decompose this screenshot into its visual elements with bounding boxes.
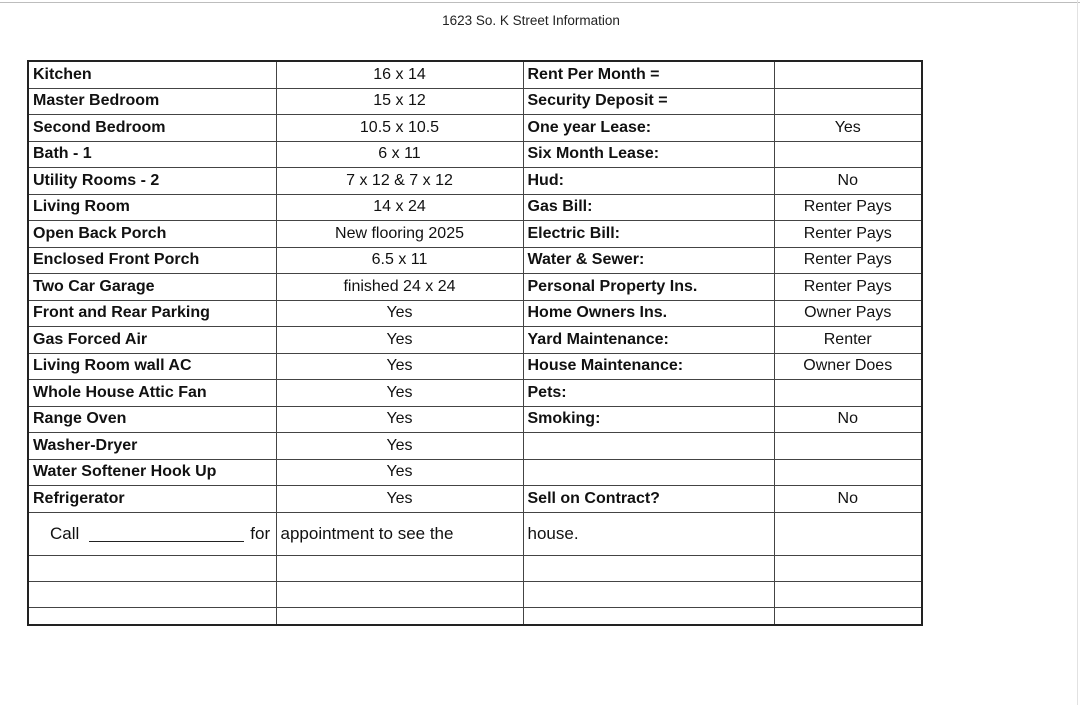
feature-label: Two Car Garage [28,274,276,301]
blank-cell [523,607,774,625]
call-text: Call [50,523,80,543]
table-row [28,327,922,354]
term-label [523,433,774,460]
feature-value: finished 24 x 24 [276,274,523,301]
for-text: for [250,523,271,543]
term-label: Gas Bill: [523,194,774,221]
table-row [28,168,922,195]
blank-row [28,581,922,607]
call-row [28,512,922,555]
term-label: One year Lease: [523,115,774,142]
table-row [28,88,922,115]
table-row [28,353,922,380]
feature-value: Yes [276,406,523,433]
term-label: House Maintenance: [523,353,774,380]
feature-label: Water Softener Hook Up [28,459,276,486]
table-row [28,61,922,88]
call-row-empty-cell [774,512,922,555]
table-row [28,194,922,221]
feature-value: 10.5 x 10.5 [276,115,523,142]
feature-value: 16 x 14 [276,61,523,88]
term-value [774,61,922,88]
term-label: Rent Per Month = [523,61,774,88]
appointment-text: appointment to see the [276,512,523,555]
blank-cell [523,555,774,581]
feature-value: Yes [276,353,523,380]
blank-row [28,555,922,581]
table-row [28,141,922,168]
feature-label: Refrigerator [28,486,276,513]
term-label: Security Deposit = [523,88,774,115]
feature-label: Kitchen [28,61,276,88]
term-label: Smoking: [523,406,774,433]
feature-label: Master Bedroom [28,88,276,115]
feature-value: Yes [276,380,523,407]
feature-value: 7 x 12 & 7 x 12 [276,168,523,195]
property-info-rows [28,61,922,512]
feature-label: Whole House Attic Fan [28,380,276,407]
term-value: Renter Pays [774,221,922,248]
table-row [28,406,922,433]
feature-value: Yes [276,486,523,513]
term-value: No [774,406,922,433]
term-value: Renter [774,327,922,354]
term-label: Personal Property Ins. [523,274,774,301]
blank-cell [523,581,774,607]
table-row [28,433,922,460]
feature-value: New flooring 2025 [276,221,523,248]
scan-right-edge [1077,0,1078,705]
term-value [774,380,922,407]
term-value: No [774,486,922,513]
feature-value: Yes [276,327,523,354]
feature-value: 15 x 12 [276,88,523,115]
term-label [523,459,774,486]
table-row [28,247,922,274]
footer-rows [28,512,922,625]
property-info-table [27,60,923,626]
term-value: Renter Pays [774,247,922,274]
blank-cell [28,607,276,625]
table-row [28,221,922,248]
term-label: Home Owners Ins. [523,300,774,327]
feature-value: 6.5 x 11 [276,247,523,274]
blank-cell [774,607,922,625]
feature-label: Open Back Porch [28,221,276,248]
blank-row [28,607,922,625]
term-label: Hud: [523,168,774,195]
blank-cell [774,581,922,607]
feature-value: Yes [276,300,523,327]
feature-label: Range Oven [28,406,276,433]
term-value: Yes [774,115,922,142]
table-row [28,380,922,407]
feature-label: Second Bedroom [28,115,276,142]
term-value [774,141,922,168]
scan-top-edge [0,2,1080,3]
table-row [28,274,922,301]
term-value [774,433,922,460]
term-value: Owner Does [774,353,922,380]
blank-cell [276,555,523,581]
feature-label: Living Room wall AC [28,353,276,380]
blank-cell [276,607,523,625]
feature-label: Living Room [28,194,276,221]
term-label: Water & Sewer: [523,247,774,274]
feature-label: Gas Forced Air [28,327,276,354]
table-row [28,115,922,142]
term-label: Sell on Contract? [523,486,774,513]
house-text: house. [523,512,774,555]
table-row [28,300,922,327]
term-value: No [774,168,922,195]
feature-label: Bath - 1 [28,141,276,168]
feature-label: Front and Rear Parking [28,300,276,327]
table-row [28,459,922,486]
term-value: Owner Pays [774,300,922,327]
blank-cell [774,555,922,581]
feature-label: Utility Rooms - 2 [28,168,276,195]
term-label: Yard Maintenance: [523,327,774,354]
feature-value: Yes [276,433,523,460]
term-value [774,459,922,486]
term-label: Pets: [523,380,774,407]
feature-value: 14 x 24 [276,194,523,221]
table-row [28,486,922,513]
call-cell [28,512,276,555]
term-label: Six Month Lease: [523,141,774,168]
phone-blank-line [89,525,244,542]
feature-label: Washer-Dryer [28,433,276,460]
blank-cell [28,555,276,581]
document-title: 1623 So. K Street Information [442,13,620,28]
feature-label: Enclosed Front Porch [28,247,276,274]
term-value: Renter Pays [774,194,922,221]
term-value [774,88,922,115]
term-label: Electric Bill: [523,221,774,248]
term-value: Renter Pays [774,274,922,301]
blank-cell [28,581,276,607]
blank-cell [276,581,523,607]
feature-value: Yes [276,459,523,486]
feature-value: 6 x 11 [276,141,523,168]
